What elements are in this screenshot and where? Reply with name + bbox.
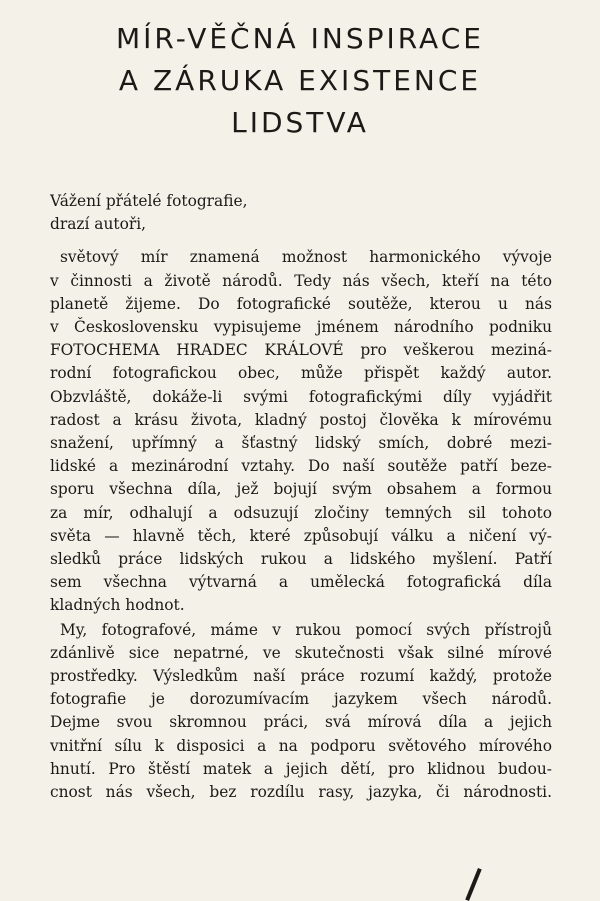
greeting-line: Vážení přátelé fotografie, [50,192,248,210]
text-line: v Československu vypisujeme jménem národního podniku [50,318,552,337]
text-line: za mír, odhalují a odsuzují zločiny temných sil tohoto [50,503,552,522]
text-line: Dejme svou skromnou práci, svá mírová díla a jejich [50,713,552,732]
text-line: fotografie je dorozumívacím jazykem všech národů. [50,690,552,709]
paragraph-1 [50,246,552,617]
text-line: My, fotografové, máme v rukou pomocí svých přístrojů [60,620,552,639]
text-line: vnitřní sílu k disposici a na podporu světového mírového [50,736,552,755]
text-line: hnutí. Pro štěstí matek a jejich dětí, pro klidnou budou- [50,759,552,778]
text-line: sem všechna výtvarná a umělecká fotografická díla [50,573,552,592]
letter-body [50,190,552,804]
text-line: prostředky. Výsledkům naší práce rozumí každý, protože [50,667,552,686]
pen-stroke-mark [465,868,481,901]
text-line: lidské a mezinárodní vztahy. Do naší soutěže patří beze- [50,457,552,476]
text-line: světa — hlavně těch, které způsobují válku a ničení vý- [50,526,552,545]
title-line: A ZÁRUKA EXISTENCE [118,64,482,97]
text-line: Obzvláště, dokáže-li svými fotografickými díly vyjádřit [50,387,552,406]
text-line: v činnosti a životě národů. Tedy nás všech, kteří na této [50,271,552,290]
text-line: světový mír znamená možnost harmonického vývoje [60,248,552,267]
text-line: sporu všechna díla, jež bojují svým obsahem a formou [50,480,552,499]
title-line: MÍR-VĚČNÁ INSPIRACE [116,22,484,55]
text-line: snažení, upřímný a šťastný lidský smích, dobré mezi- [50,434,552,453]
greeting-line: drazí autoři, [50,215,147,234]
text-line: planetě žijeme. Do fotografické soutěže, kterou u nás [50,294,552,313]
title-line: LIDSTVA [231,106,369,139]
text-line: kladných hodnot. [50,596,185,615]
paragraph-2 [50,619,552,805]
text-line: zdánlivě sice nepatrné, ve skutečnosti však silné mírové [50,643,552,662]
page-title [0,18,600,144]
text-line: FOTOCHEMA HRADEC KRÁLOVÉ pro veškerou meziná- [50,341,552,360]
text-line: rodní fotografickou obec, může přispět každý autor. [50,364,552,383]
text-line: radost a krásu života, kladný postoj člověka k mírovému [50,410,552,429]
text-line: sledků práce lidských rukou a lidského myšlení. Patří [50,550,552,569]
text-line: cnost nás všech, bez rozdílu rasy, jazyka, či národnosti. [50,783,552,802]
